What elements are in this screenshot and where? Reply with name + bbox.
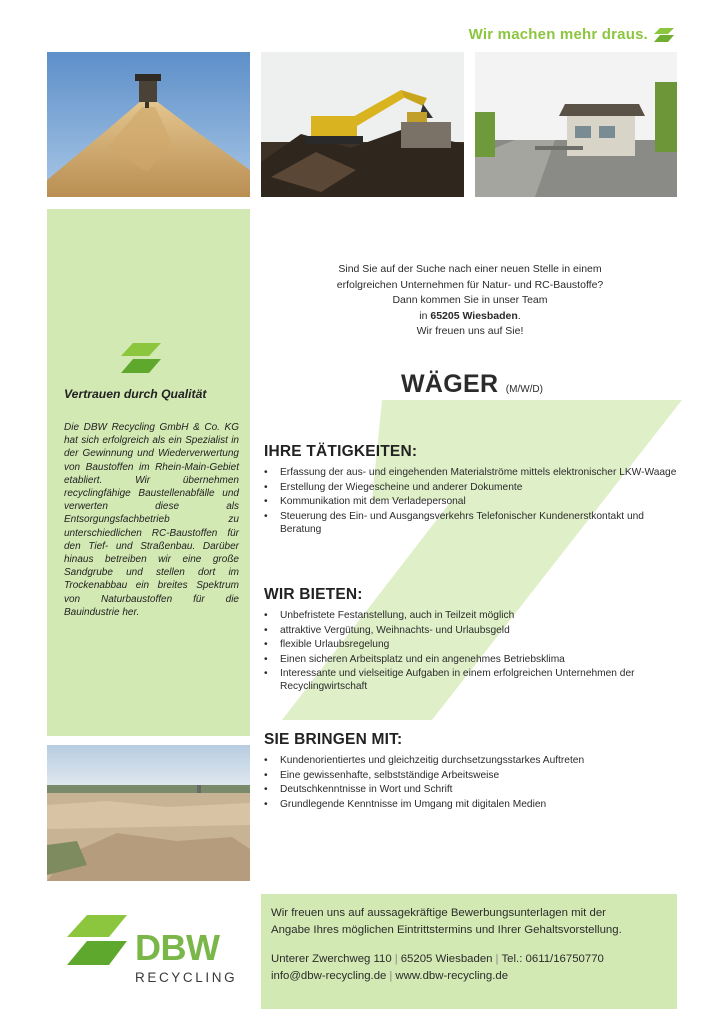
address-city: 65205 Wiesbaden [400,953,493,965]
list-item: • attraktive Vergütung, Weihnachts- und Urlaubsgeld [264,624,510,636]
list-item: • Erstellung der Wiegescheine und anderer Dokumente [264,481,523,493]
section-heading: WIR BIETEN: [264,586,363,603]
intro-text [290,262,650,340]
email-link[interactable]: info@dbw-recycling.de [271,969,387,982]
truck-scale-office-photo [475,52,677,197]
slogan [469,26,674,43]
section-heading: IHRE TÄTIGKEITEN: [264,443,418,460]
list-item: • flexible Urlaubsregelung [264,639,390,650]
section-heading: SIE BRINGEN MIT: [264,731,403,748]
intro-line: Sind Sie auf der Suche nach einer neuen Stelle in einem [338,263,602,275]
list-item: • Deutschkenntnisse in Wort und Schrift [264,784,453,795]
list-item: • Unbefristete Festanstellung, auch in Teilzeit möglich [264,610,515,621]
dbw-chevron-mark-icon [121,343,161,373]
list-item: • Erfassung der aus- und eingehenden Materialströme mittels elektronischer LKW-Waage [264,467,677,478]
section-taetigkeiten [264,443,684,537]
job-title-text: WÄGER [401,370,499,398]
company-description: Die DBW Recycling GmbH & Co. KG hat sich erfolgreich als ein Spezialist in der Gewinnung und Wiederverwertung von Baustoffen im Rhein-Main-Gebiet etabliert. Wir übernehmen recyclingfähige Baustellenabfälle und verwerten diese als Entsorgungsfachbetrieb zu unterschiedlichen RC-Baustoffen für den Tief- und Straßenbau. Darüber hinaus betreiben wir eine große Sandgrube und stellen dort im Trockenabbau ein breites Spektrum von Naturbaustoffen für die Bauindustrie her. [64,422,239,618]
requirement-list [264,754,684,811]
sidebar [47,209,250,736]
section-wir-bieten [264,586,684,695]
address-street: Unterer Zwerchweg 110 [271,953,392,965]
task-list [264,466,684,536]
contact-box [261,894,677,1009]
phone-number[interactable]: Tel.: 0611/16750770 [501,953,604,965]
sand-pit-photo [47,745,250,881]
intro-line: erfolgreichen Unternehmen für Natur- und RC-Baustoffe? [336,278,604,291]
dbw-chevron-mark-icon [654,28,674,42]
sidebar-heading: Vertrauen durch Qualität [64,387,207,401]
intro-line: in 65205 Wiesbaden. [419,309,521,322]
address-line: Unterer Zwerchweg 110 | 65205 Wiesbaden | Tel.: 0611/16750770 [271,953,604,965]
logo-subtitle: RECYCLING [135,970,238,985]
dbw-logo-mark-icon [67,915,127,965]
slogan-text: Wir machen mehr draus. [468,26,648,43]
section-sie-bringen-mit [264,731,684,812]
location: 65205 Wiesbaden [430,309,518,322]
list-item: • Einen sicheren Arbeitsplatz und ein angenehmes Betriebsklima [264,653,565,665]
intro-line: Dann kommen Sie in unser Team [392,294,548,306]
intro-line: Wir freuen uns auf Sie! [416,325,524,337]
list-item: • Eine gewissenhafte, selbstständige Arbeitsweise [264,769,500,781]
list-item: • Steuerung des Ein- und Ausgangsverkehrs Telefonischer Kundenerstkontakt und Beratung [264,510,644,535]
list-item: • Kommunikation mit dem Verladepersonal [264,496,466,507]
application-note: Wir freuen uns auf aussagekräftige Bewerbungsunterlagen mit der [271,907,606,919]
list-item: • Interessante und vielseitige Aufgaben in einem erfolgreichen Unternehmen der Recyclingwirtschaft [264,668,635,692]
list-item: • Grundlegende Kenntnisse im Umgang mit digitalen Medien [264,798,547,810]
web-line: info@dbw-recycling.de | www.dbw-recycling.de [271,969,509,982]
excavator-rubble-photo [261,52,464,197]
list-item: • Kundenorientiertes und gleichzeitig durchsetzungsstarkes Auftreten [264,755,585,766]
job-title-gender: (M/W/D) [505,384,543,395]
website-link[interactable]: www.dbw-recycling.de [395,969,509,982]
application-note: Angabe Ihres möglichen Eintrittstermins und Ihrer Gehaltsvorstellung. [271,923,622,936]
job-title [262,370,682,399]
offer-list [264,609,684,693]
sand-heap-conveyor-photo [47,52,250,197]
logo-name: DBW [135,927,220,968]
